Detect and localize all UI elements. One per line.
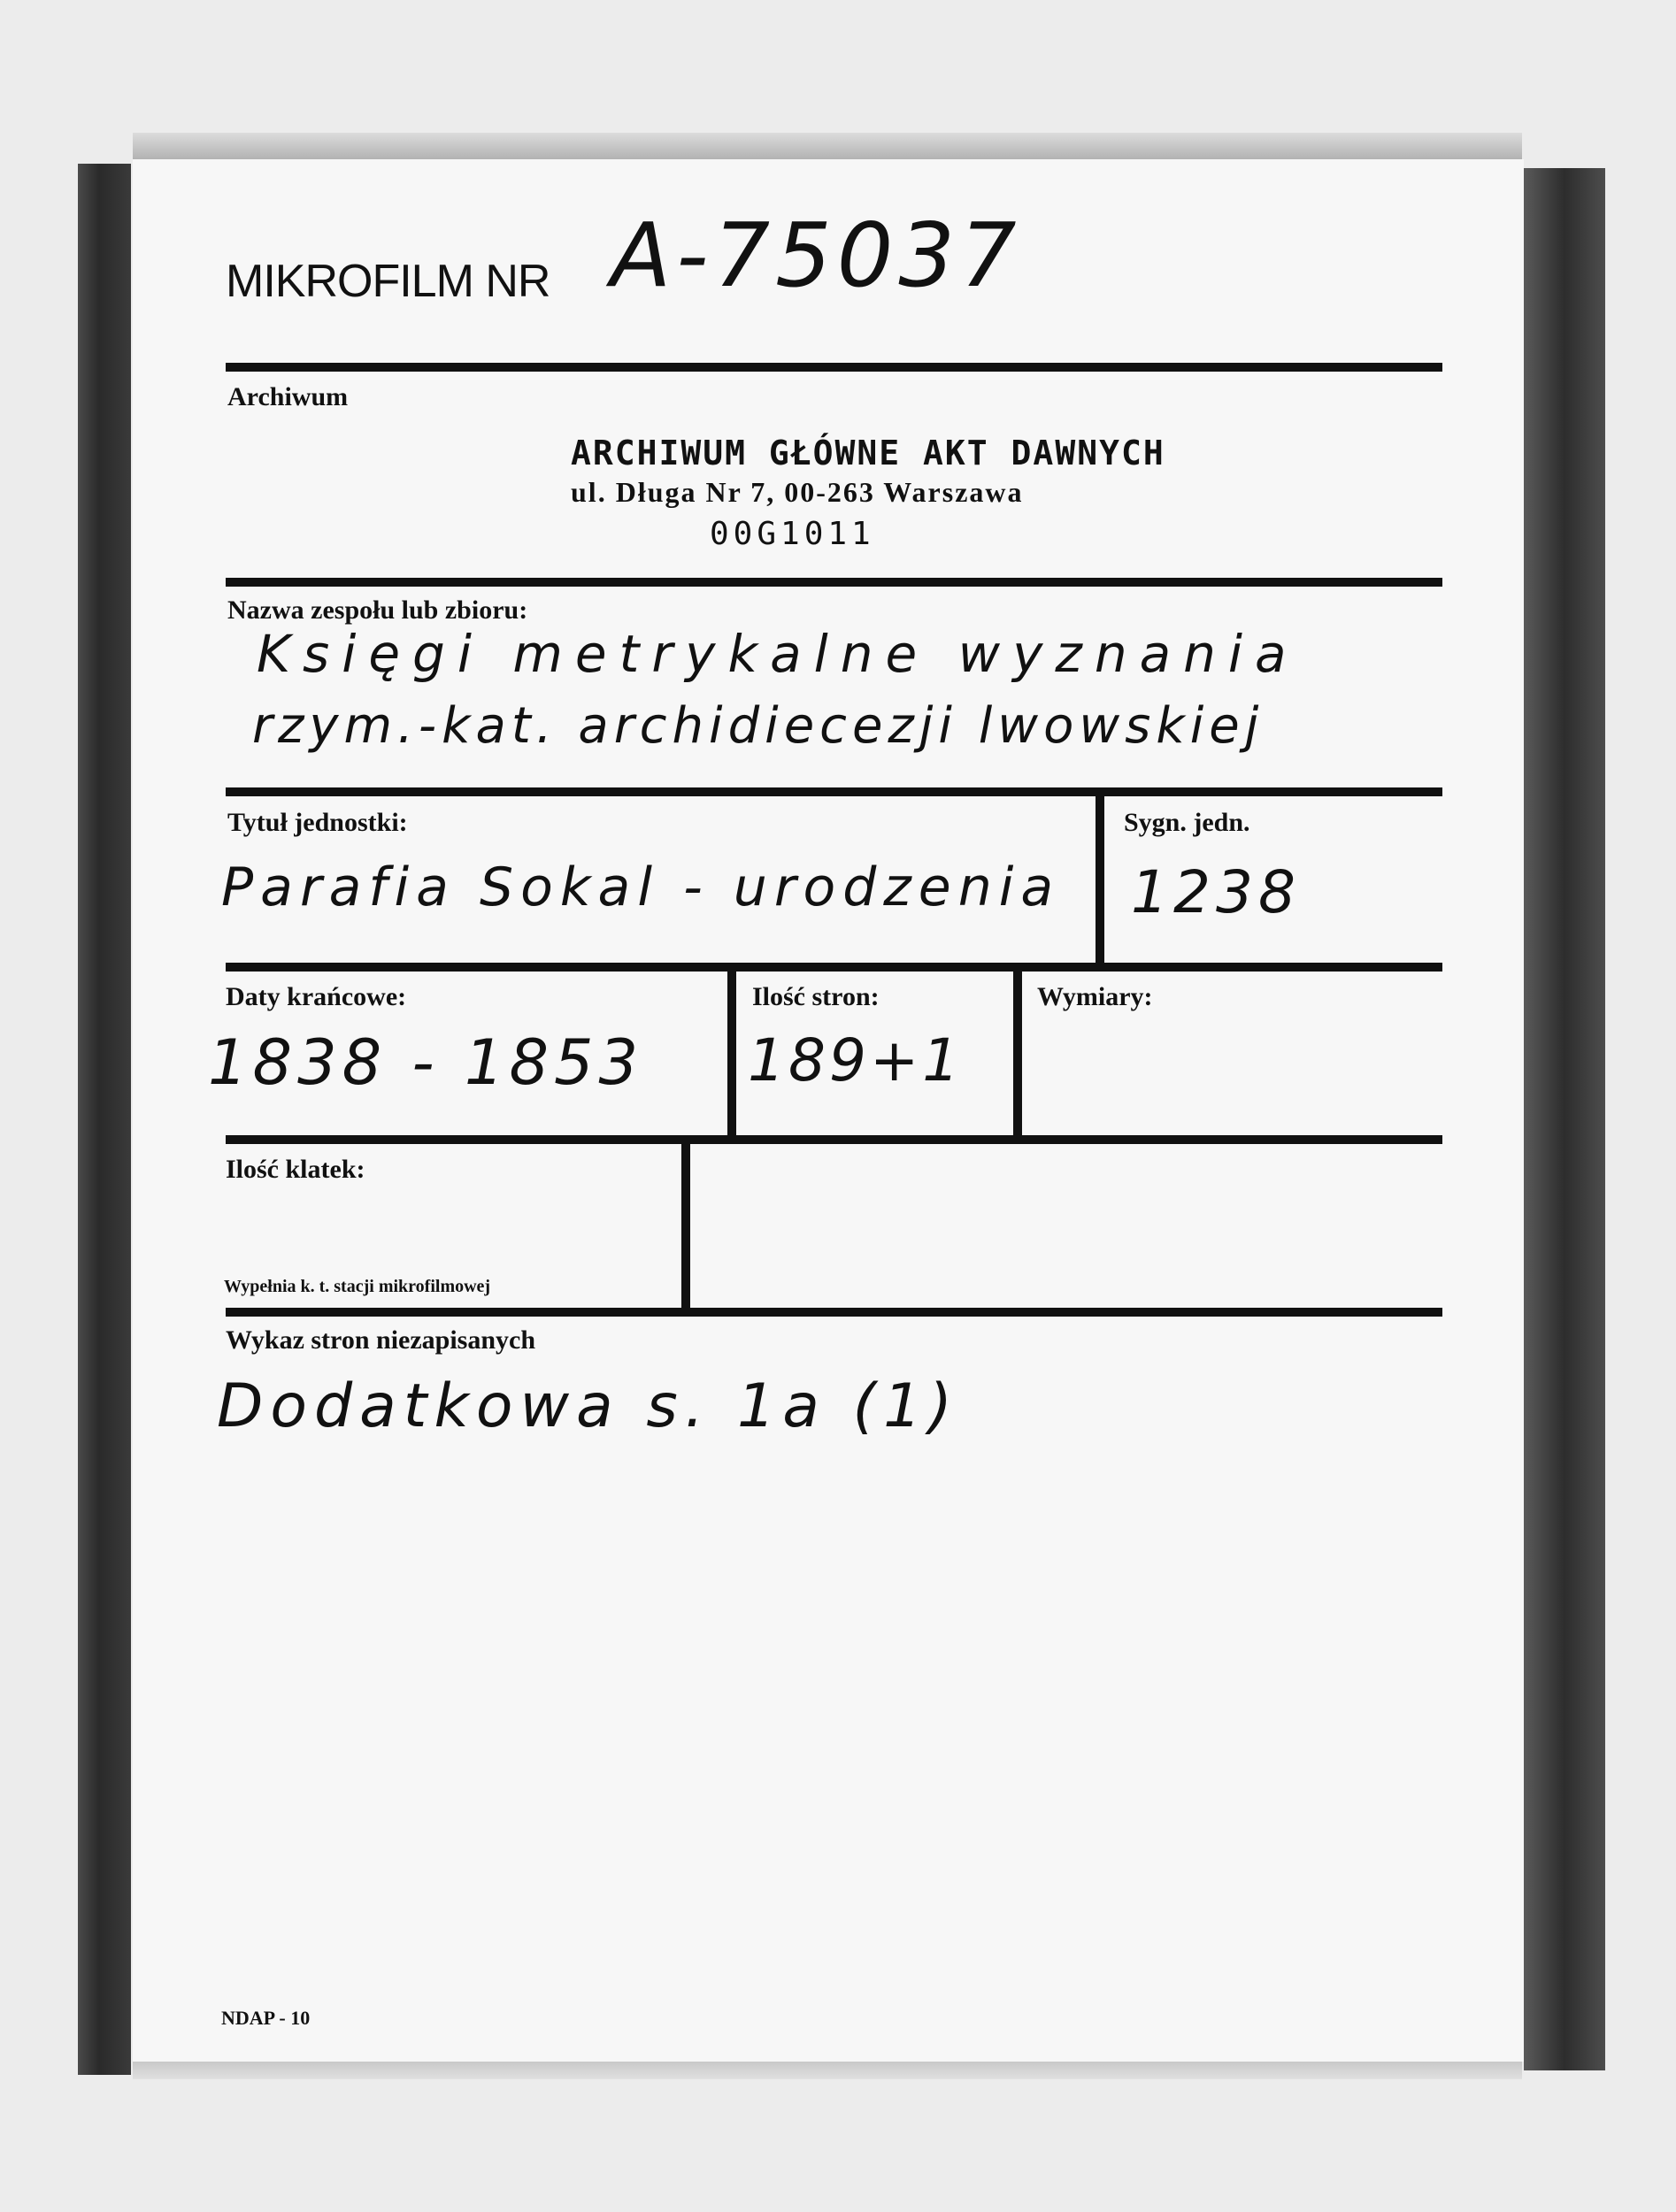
unit-title-value: Parafia Sokal - urodzenia [221, 856, 1061, 918]
microfilm-number: A-75037 [611, 204, 1022, 307]
rule-unit-top [226, 787, 1442, 796]
rule-dates-top [226, 963, 1442, 972]
unit-title-label: Tytuł jednostki: [227, 808, 408, 837]
dates-label: Daty krańcowe: [226, 982, 407, 1011]
archive-stamp-name: ARCHIWUM GŁÓWNE AKT DAWNYCH [571, 434, 1165, 472]
divider-pages-left [727, 964, 736, 1141]
scan-shadow-left [78, 164, 131, 2075]
dates-value: 1838 - 1853 [208, 1026, 644, 1099]
signature-label: Sygn. jedn. [1124, 808, 1250, 837]
scan-shadow-bottom [133, 2062, 1522, 2079]
pages-label: Ilość stron: [752, 982, 880, 1011]
scan-shadow-top [133, 133, 1522, 159]
blank-pages-value: Dodatkowa s. 1a (1) [217, 1371, 959, 1441]
divider-frames [681, 1137, 690, 1314]
rule-collection-top [226, 578, 1442, 587]
archive-label: Archiwum [227, 382, 349, 411]
form-code: NDAP - 10 [221, 2007, 311, 2029]
collection-value-line2: rzym.-kat. archidiecezji lwowskiej [252, 697, 1265, 755]
rule-frames-top [226, 1135, 1442, 1144]
collection-label: Nazwa zespołu lub zbioru: [227, 595, 528, 625]
frames-label: Ilość klatek: [226, 1155, 365, 1184]
dimensions-label: Wymiary: [1037, 982, 1153, 1011]
blank-pages-label: Wykaz stron niezapisanych [226, 1325, 536, 1355]
archive-stamp-code: 00G1011 [710, 516, 875, 552]
archive-stamp-address: ul. Długa Nr 7, 00-263 Warszawa [571, 476, 1024, 508]
pages-value: 189+1 [748, 1026, 964, 1094]
scan-shadow-right [1524, 168, 1605, 2070]
rule-archive-top [226, 363, 1442, 372]
divider-pages-right [1013, 964, 1022, 1141]
collection-value-line1: Księgi metrykalne wyznania [257, 624, 1299, 684]
header-label: MIKROFILM NR [226, 256, 550, 307]
signature-value: 1238 [1131, 858, 1301, 926]
rule-blank-pages-top [226, 1308, 1442, 1317]
frames-note: Wypełnia k. t. stacji mikrofilmowej [224, 1277, 491, 1296]
divider-signature [1096, 787, 1104, 969]
